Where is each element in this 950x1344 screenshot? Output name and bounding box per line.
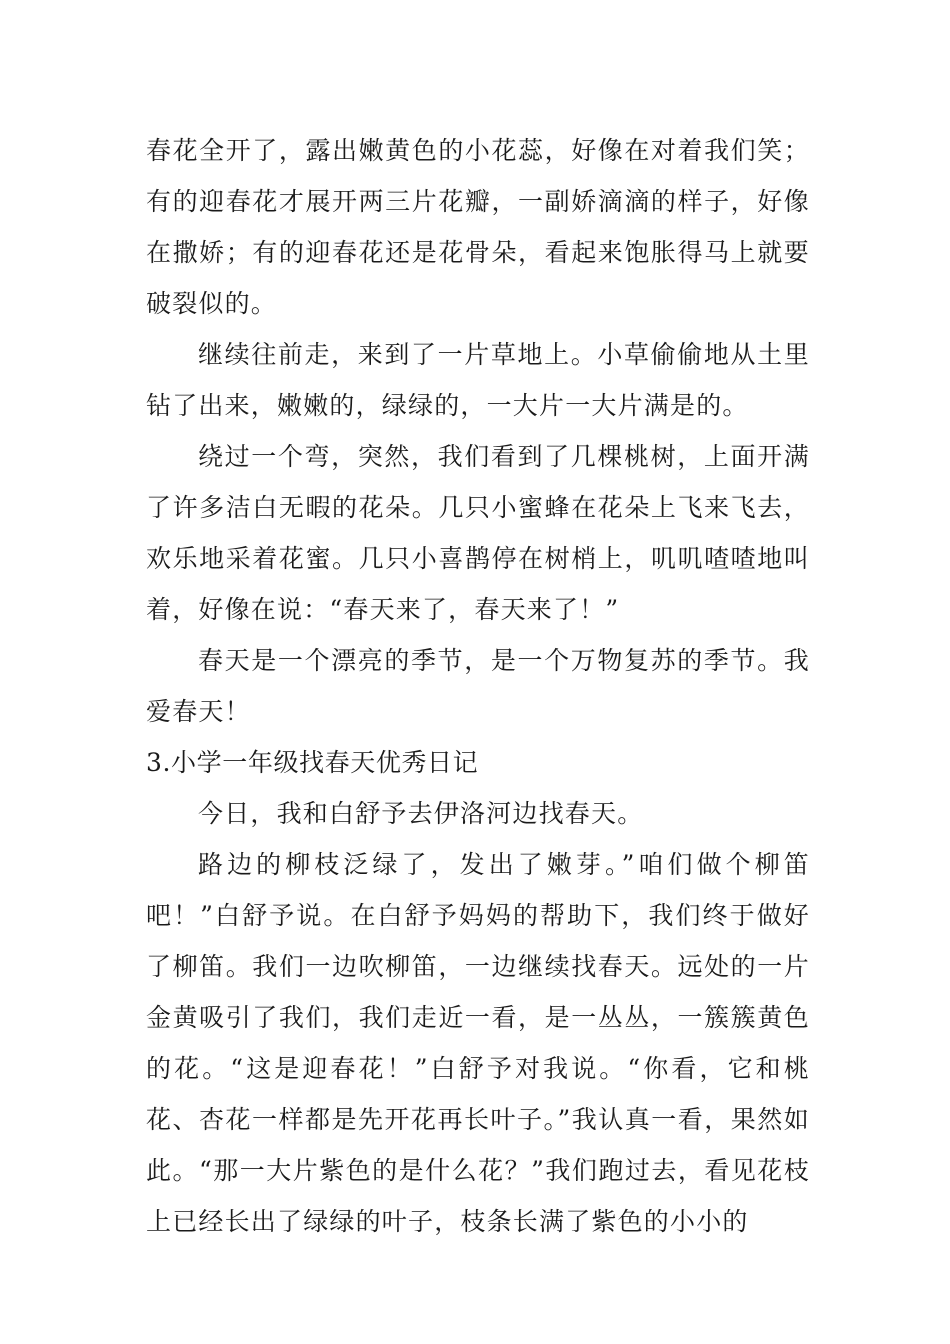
- paragraph-grassland: 继续往前走，来到了一片草地上。小草偷偷地从土里钻了出来，嫩嫩的，绿绿的，一大片一大片满是的。: [146, 340, 810, 420]
- paragraph-willow-flute: 路边的柳枝泛绿了，发出了嫩芽。”咱们做个柳笛吧！”白舒予说。在白舒予妈妈的帮助下，我们终于做好了柳笛。我们一边吹柳笛，一边继续找春天。远处的一片金黄吸引了我们，我们走近一看，是一丛丛，一簇簇黄色的花。“这是迎春花！”白舒予对我说。“你看，它和桃花、杏花一样都是先开花再长叶子。”我认真一看，果然如此。“那一大片紫色的是什么花？”我们跑过去，看见花枝上已经长出了绿绿的叶子，枝条长满了紫色的小小的: [146, 850, 810, 1236]
- paragraph-love-spring: 春天是一个漂亮的季节，是一个万物复苏的季节。我爱春天！: [146, 646, 810, 726]
- paragraph-peach-trees: 绕过一个弯，突然，我们看到了几棵桃树，上面开满了许多洁白无暇的花朵。几只小蜜蜂在花朵上飞来飞去，欢乐地采着花蜜。几只小喜鹊停在树梢上，叽叽喳喳地叫着，好像在说：“春天来了，春天来了！”: [146, 442, 810, 624]
- document-body: [146, 125, 810, 1247]
- section-heading-3: 3.小学一年级找春天优秀日记: [146, 748, 479, 777]
- paragraph-yiluo-river: 今日，我和白舒予去伊洛河边找春天。: [198, 799, 644, 828]
- paragraph-yingchunhua: 春花全开了，露出嫩黄色的小花蕊，好像在对着我们笑；有的迎春花才展开两三片花瓣，一副娇滴滴的样子，好像在撒娇；有的迎春花还是花骨朵，看起来饱胀得马上就要破裂似的。: [146, 136, 810, 318]
